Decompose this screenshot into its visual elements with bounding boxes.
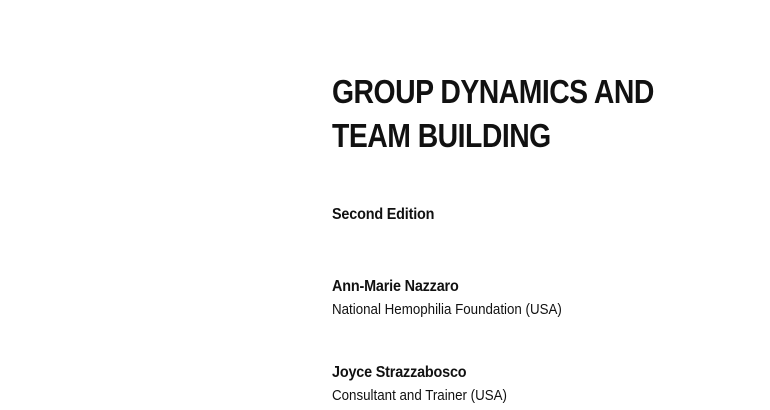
author-entry xyxy=(332,362,522,406)
author-entry xyxy=(332,276,582,320)
book-title-line-1: GROUP DYNAMICS AND xyxy=(332,73,654,110)
author-name: Joyce Strazzabosco xyxy=(332,364,467,381)
edition-label: Second Edition xyxy=(332,206,435,223)
author-affiliation: National Hemophilia Foundation (USA) xyxy=(332,302,562,318)
title-block xyxy=(332,70,752,404)
author-name: Ann-Marie Nazzaro xyxy=(332,278,459,295)
author-affiliation: Consultant and Trainer (USA) xyxy=(332,388,507,404)
book-title-line-2: TEAM BUILDING xyxy=(332,117,551,154)
book-title xyxy=(332,70,745,158)
